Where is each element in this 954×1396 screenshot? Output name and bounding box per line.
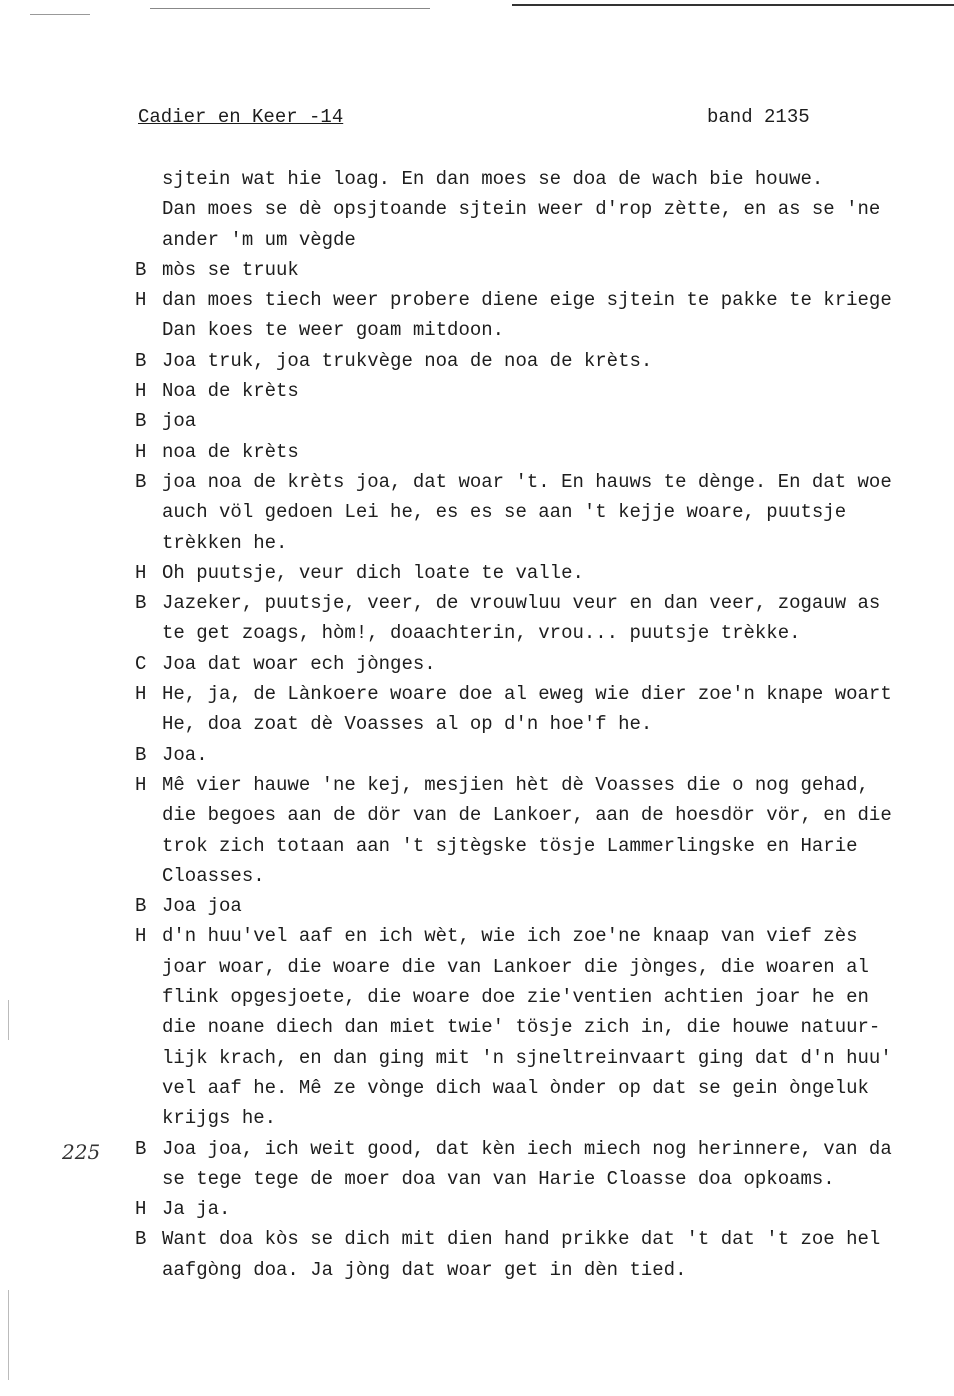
transcript-line: Ja ja. — [162, 1198, 231, 1221]
transcript-entry — [135, 1194, 950, 1224]
transcript-line: sjtein wat hie loag. En dan moes se doa de wach bie houwe. — [162, 168, 824, 190]
speaker-label: B — [135, 592, 147, 615]
speaker-label: C — [135, 652, 147, 675]
speaker-label: H — [135, 773, 147, 796]
transcript — [135, 164, 950, 1285]
transcript-entry — [135, 255, 950, 285]
speaker-label: B — [135, 1137, 147, 1160]
speaker-label: H — [135, 925, 147, 948]
transcript-line: Joa truk, joa trukvège noa de noa de krèts. — [162, 349, 653, 372]
transcript-line: d'n huu'vel aaf en ich wèt, wie ich zoe'ne knaap van vief zès — [162, 925, 858, 948]
transcript-line: trèkken he. — [162, 531, 288, 554]
speaker-label: B — [135, 470, 147, 493]
transcript-entry — [135, 467, 950, 558]
transcript-line: He, ja, de Lànkoere woare doe al eweg wie dier zoe'n knape woart — [162, 683, 892, 706]
top-margin-mark — [30, 14, 90, 15]
transcript-entry — [135, 588, 950, 649]
top-rule — [512, 4, 954, 6]
transcript-line: mòs se truuk — [162, 258, 299, 281]
margin-note: 225 — [62, 1140, 101, 1164]
speaker-label: B — [135, 1228, 147, 1251]
transcript-entry — [135, 164, 950, 255]
transcript-line: Oh puutsje, veur dich loate te valle. — [162, 561, 584, 584]
transcript-line: Joa. — [162, 743, 208, 766]
transcript-entry — [135, 376, 950, 406]
transcript-line: Dan koes te weer goam mitdoon. — [162, 319, 505, 342]
transcript-line: Noa de krèts — [162, 380, 299, 403]
speaker-label: B — [135, 258, 147, 281]
transcript-line: noa de krèts — [162, 440, 299, 463]
transcript-line: te get zoags, hòm!, doaachterin, vrou... puutsje trèkke. — [162, 622, 801, 645]
transcript-line: se tege tege de moer doa van van Harie Cloasse doa opkoams. — [162, 1167, 835, 1190]
transcript-line: dan moes tiech weer probere diene eige sjtein te pakke te kriege — [162, 289, 892, 312]
transcript-entry — [135, 437, 950, 467]
transcript-entry — [135, 740, 950, 770]
transcript-line: Joa dat woar ech jònges. — [162, 652, 436, 675]
transcript-line: ander 'm um vègde — [162, 228, 356, 251]
speaker-label: B — [135, 743, 147, 766]
transcript-line: Joa joa — [162, 895, 242, 918]
transcript-line: auch völ gedoen Lei he, es es se aan 't kejje woare, puutsje — [162, 501, 847, 524]
transcript-line: lijk krach, en dan ging mit 'n sjneltreinvaart ging dat d'n huu' — [162, 1046, 892, 1069]
speaker-label: H — [135, 683, 147, 706]
margin-scratch — [8, 1290, 9, 1380]
speaker-label: B — [135, 349, 147, 372]
transcript-line: die begoes aan de dör van de Lankoer, aan de hoesdör vör, en die — [162, 804, 892, 827]
transcript-line: flink opgesjoete, die woare doe zie'ventien achtien joar he en — [162, 986, 869, 1009]
speaker-label: B — [135, 410, 147, 433]
transcript-line: krijgs he. — [162, 1107, 277, 1130]
transcript-entry — [135, 770, 950, 891]
speaker-label: H — [135, 561, 147, 584]
transcript-entry — [135, 558, 950, 588]
transcript-line: Want doa kòs se dich mit dien hand prikke dat 't dat 't zoe hel — [162, 1228, 881, 1251]
transcript-line: Jazeker, puutsje, veer, de vrouwluu veur en dan veer, zogauw as — [162, 592, 881, 615]
transcript-line: vel aaf he. Mê ze vònge dich waal ònder op dat se gein òngeluk — [162, 1076, 869, 1099]
speaker-label: H — [135, 380, 147, 403]
transcript-line: joa — [162, 410, 197, 433]
transcript-entry — [135, 406, 950, 436]
top-faint-rule — [150, 8, 430, 9]
transcript-line: Dan moes se dè opsjtoande sjtein weer d'rop zètte, en as se 'ne — [162, 198, 881, 221]
transcript-entry — [135, 891, 950, 921]
transcript-line: Mê vier hauwe 'ne kej, mesjien hèt dè Voasses die o nog gehad, — [162, 773, 869, 796]
transcript-entry — [135, 1224, 950, 1285]
margin-scratch — [8, 1000, 9, 1040]
transcript-line: Joa joa, ich weit good, dat kèn iech miech nog herinnere, van da — [162, 1137, 892, 1160]
transcript-line: aafgòng doa. Ja jòng dat woar get in dèn tied. — [162, 1258, 687, 1281]
transcript-line: Cloasses. — [162, 864, 265, 887]
speaker-label: H — [135, 440, 147, 463]
transcript-entry — [135, 679, 950, 740]
transcript-entry — [135, 346, 950, 376]
speaker-label: B — [135, 895, 147, 918]
speaker-label: H — [135, 289, 147, 312]
transcript-line: He, doa zoat dè Voasses al op d'n hoe'f he. — [162, 713, 653, 736]
transcript-entry — [135, 649, 950, 679]
transcript-entry — [135, 285, 950, 346]
transcript-line: joar woar, die woare die van Lankoer die jònges, die woaren al — [162, 955, 869, 978]
transcript-line: joa noa de krèts joa, dat woar 't. En hauws te dènge. En dat woe — [162, 470, 892, 493]
transcript-entry — [135, 921, 950, 1133]
speaker-label: H — [135, 1198, 147, 1221]
transcript-line: die noane diech dan miet twie' tösje zich in, die houwe natuur- — [162, 1016, 881, 1039]
transcript-entry — [135, 1134, 950, 1195]
page-title: Cadier en Keer -14 — [138, 106, 344, 128]
transcript-line: trok zich totaan aan 't sjtègske tösje Lammerlingske en Harie — [162, 834, 858, 857]
band-number: band 2135 — [707, 106, 810, 128]
